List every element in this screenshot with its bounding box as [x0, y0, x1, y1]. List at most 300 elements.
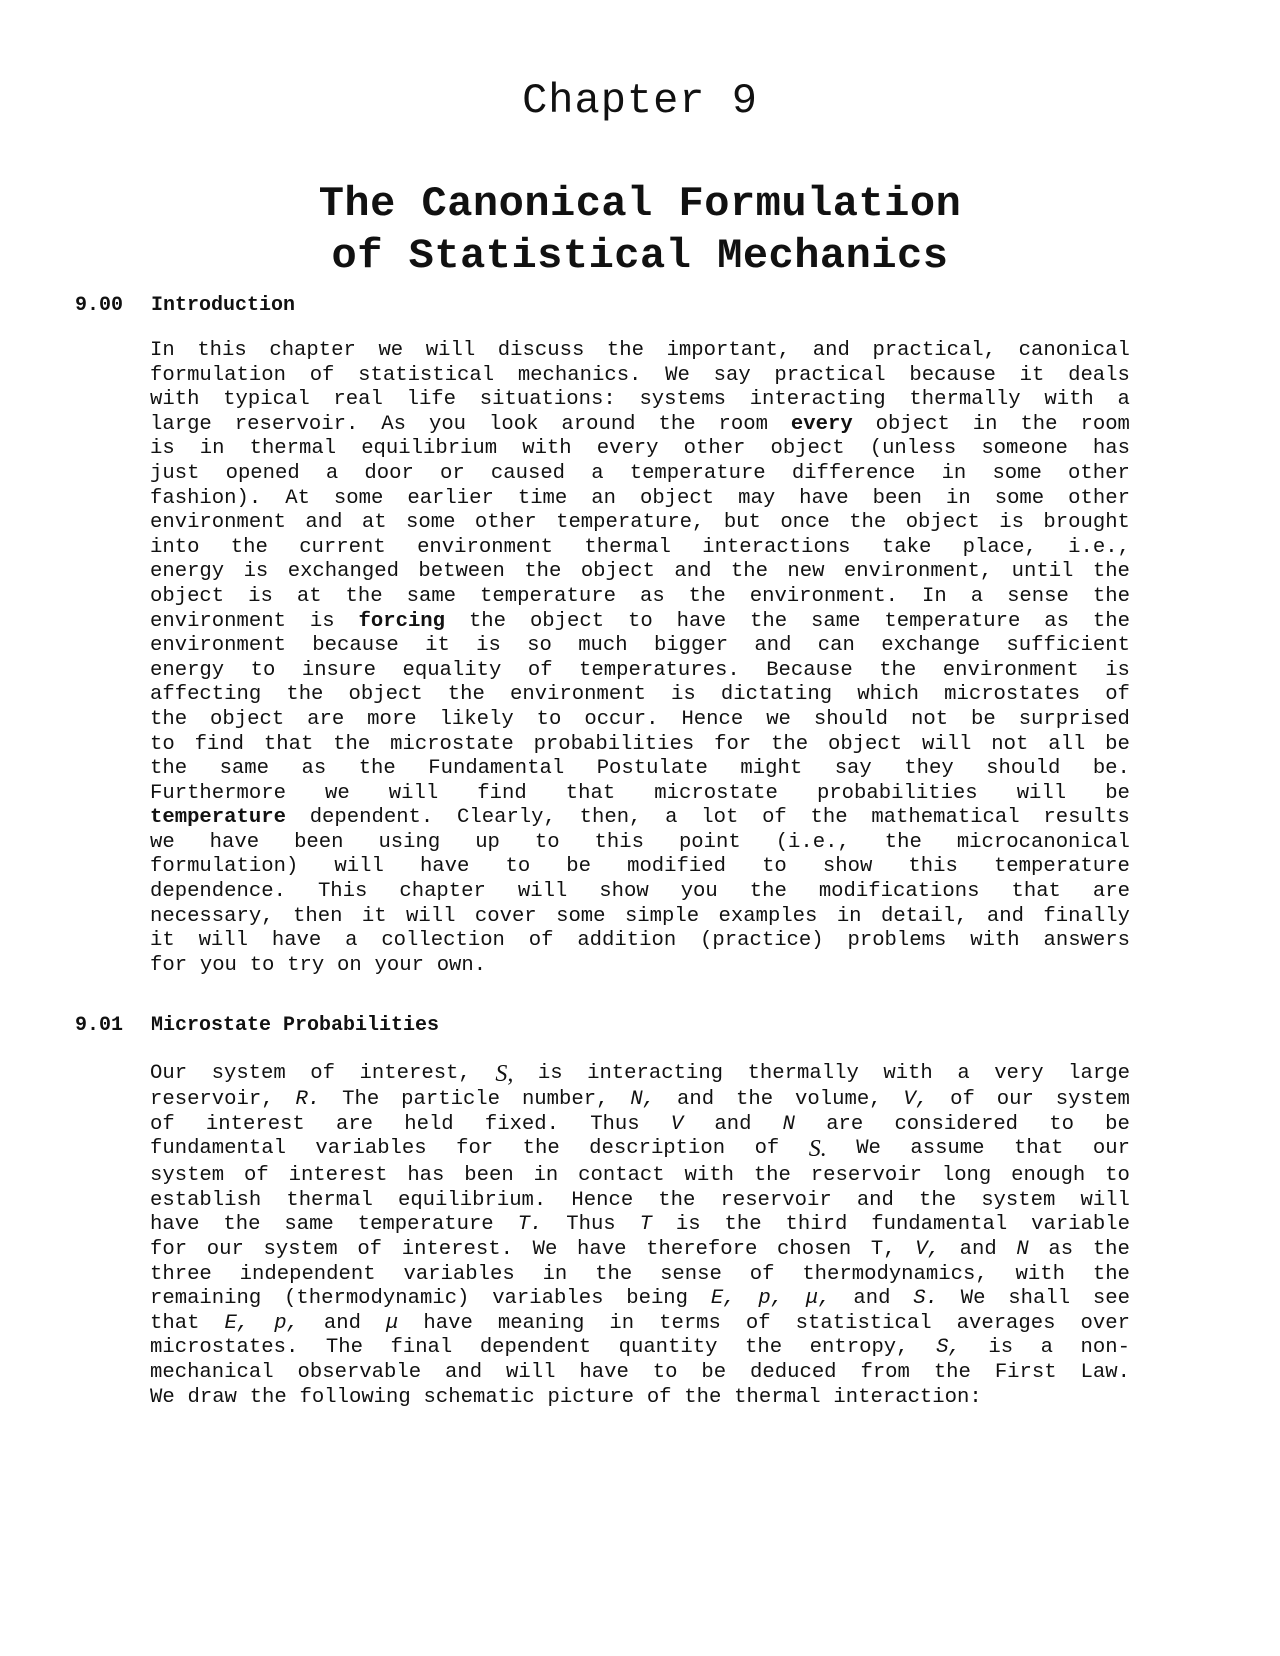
word: the: [884, 830, 922, 854]
word: object: [529, 609, 605, 633]
word: we: [150, 830, 175, 854]
word: show: [599, 880, 649, 904]
word: find: [194, 732, 245, 756]
word: for: [714, 732, 752, 756]
word: statistical: [358, 363, 495, 387]
word: of: [745, 1311, 771, 1335]
text-line: [150, 487, 1130, 512]
word: it: [1019, 363, 1045, 387]
word: so: [527, 634, 552, 658]
text-line: [150, 1113, 1130, 1138]
word: In: [922, 584, 947, 608]
word: reservoir.: [234, 412, 359, 436]
word: then,: [579, 806, 642, 830]
word: exchanged: [287, 560, 399, 584]
word: interest,: [359, 1062, 471, 1085]
word: be: [971, 707, 996, 731]
word: temperature: [884, 609, 1021, 633]
word: This: [317, 880, 368, 904]
word: of: [749, 1262, 775, 1286]
word: (unless: [869, 437, 957, 461]
word: the: [736, 1088, 774, 1111]
word: fixed.: [484, 1112, 560, 1136]
word: practical: [774, 363, 886, 387]
word: are: [335, 1112, 374, 1136]
word: should: [813, 707, 889, 731]
text-line: [150, 610, 1130, 635]
word: At: [285, 486, 310, 510]
word: not: [991, 732, 1029, 756]
word: is: [537, 1062, 563, 1085]
word: have: [577, 1237, 627, 1261]
word: μ: [386, 1311, 399, 1335]
word: object: [875, 412, 950, 436]
word: thermal: [584, 535, 671, 559]
section-number: 9.01: [75, 1014, 124, 1037]
word: will: [1016, 781, 1067, 805]
word: have: [423, 1311, 473, 1335]
word: energy: [150, 560, 225, 584]
word: we: [378, 339, 404, 362]
text-line: [150, 1238, 1130, 1263]
word: formulation: [150, 363, 286, 387]
word: affecting: [150, 683, 262, 707]
text-line: [150, 1088, 1130, 1113]
word: it: [361, 904, 387, 928]
word: considered: [894, 1112, 1019, 1136]
word: the: [286, 683, 324, 707]
word: interactions: [702, 535, 851, 559]
word: just: [150, 461, 200, 485]
word: modified: [627, 855, 726, 879]
word: in: [946, 486, 971, 510]
word: time: [517, 486, 568, 510]
word: S,: [495, 1061, 514, 1087]
word: We: [856, 1137, 881, 1161]
word: a: [591, 461, 604, 485]
word: same: [284, 1213, 334, 1237]
word: can: [817, 634, 855, 658]
word: schematic: [423, 1385, 535, 1409]
word: T: [639, 1213, 652, 1237]
word: in: [836, 904, 862, 928]
word: systems: [639, 388, 726, 412]
word: enough: [1011, 1164, 1086, 1188]
word: detail,: [880, 904, 968, 928]
word: say: [713, 363, 751, 387]
word: the: [771, 732, 809, 756]
word: and: [812, 339, 850, 362]
text-line: [150, 708, 1130, 733]
word: other: [1068, 486, 1130, 510]
word: N: [782, 1112, 795, 1136]
word: as: [301, 757, 327, 781]
word: the: [879, 658, 917, 682]
word: interacting: [587, 1062, 724, 1085]
word: is: [248, 584, 273, 608]
word: the: [1092, 584, 1130, 608]
word: and: [986, 904, 1024, 928]
word: being: [626, 1287, 689, 1311]
word: in: [542, 1262, 568, 1286]
word: environment: [942, 658, 1079, 682]
word: to: [1105, 1164, 1130, 1188]
word: variables: [403, 1262, 515, 1286]
word: for: [456, 1137, 494, 1161]
word: mathematical: [871, 806, 1020, 830]
word: are: [1092, 880, 1130, 904]
text-line: [150, 659, 1130, 684]
word: own.: [436, 953, 487, 977]
text-line: [150, 929, 1130, 954]
word: examples: [718, 904, 818, 928]
word: and: [714, 1112, 752, 1136]
text-line: [150, 1137, 1130, 1164]
word: variable: [1031, 1213, 1130, 1237]
word: same: [406, 584, 457, 608]
text-line: [150, 855, 1130, 880]
word: three: [150, 1262, 212, 1286]
word: bigger: [653, 634, 729, 658]
word: new: [787, 560, 825, 584]
word: probabilities: [533, 732, 695, 756]
word: all: [1048, 732, 1086, 756]
word: have: [799, 486, 849, 510]
word: canonical: [1018, 339, 1130, 362]
word: long: [941, 1164, 992, 1188]
word: exchange: [881, 634, 981, 658]
word: at: [296, 584, 322, 608]
word: the: [684, 1385, 722, 1409]
word: our: [206, 1237, 244, 1261]
word: object: [827, 732, 903, 756]
word: likely: [439, 707, 514, 731]
word: In: [150, 339, 175, 362]
word: mechanics.: [517, 363, 642, 387]
word: someone: [981, 437, 1068, 461]
word: that: [263, 732, 314, 756]
word: dictating: [720, 683, 833, 707]
word: the: [730, 560, 768, 584]
word: system: [211, 1062, 286, 1085]
word: door: [364, 461, 414, 485]
word: the: [345, 584, 383, 608]
word: to: [150, 732, 175, 756]
chapter-title: [0, 178, 1280, 282]
word: particle: [401, 1088, 501, 1111]
word: from: [860, 1360, 910, 1384]
word: every: [790, 412, 853, 436]
word: Hence: [571, 1188, 634, 1212]
word: volume,: [795, 1088, 882, 1111]
word: other: [474, 511, 537, 535]
word: temperature: [357, 1213, 494, 1237]
word: modifications: [818, 880, 980, 904]
text-line: [150, 1336, 1130, 1361]
word: finally: [1043, 904, 1130, 928]
word: room: [1080, 412, 1130, 436]
word: because: [312, 634, 399, 658]
word: the: [1092, 1262, 1130, 1286]
word: a: [1040, 1336, 1053, 1360]
word: current: [299, 535, 386, 559]
word: an: [591, 486, 616, 510]
word: it: [425, 634, 450, 658]
word: of: [527, 658, 553, 682]
word: in: [533, 1164, 559, 1188]
microstate-probabilities-paragraph: [150, 1062, 1130, 1410]
chapter-label: Chapter 9: [522, 77, 758, 125]
word: the: [606, 339, 644, 362]
word: Postulate: [596, 757, 708, 781]
word: dependent: [479, 1336, 592, 1360]
word: will: [506, 1360, 556, 1384]
word: temperature: [150, 806, 286, 830]
word: life: [406, 388, 457, 412]
word: Hence: [681, 707, 744, 731]
text-line: [150, 757, 1130, 782]
word: the: [223, 1213, 261, 1237]
text-line: [150, 733, 1130, 758]
word: object: [905, 511, 980, 535]
word: much: [578, 634, 628, 658]
text-line: [150, 560, 1130, 585]
word: with: [1015, 1262, 1065, 1286]
text-line: [150, 585, 1130, 610]
word: see: [1092, 1287, 1130, 1311]
text-line: [150, 364, 1130, 389]
word: is: [476, 634, 501, 658]
text-line: [150, 634, 1130, 659]
word: for: [150, 1237, 188, 1261]
word: using: [378, 830, 441, 854]
word: collection: [381, 929, 505, 953]
word: fundamental: [871, 1213, 1008, 1237]
word: the: [933, 1360, 971, 1384]
word: place,: [962, 535, 1037, 559]
word: sufficient: [1006, 634, 1130, 658]
word: held: [404, 1112, 454, 1136]
word: system: [981, 1188, 1056, 1212]
word: the: [468, 609, 507, 633]
word: and: [856, 1188, 894, 1212]
word: as: [1044, 609, 1069, 633]
word: will: [921, 732, 972, 756]
word: or: [440, 461, 465, 485]
word: fashion).: [150, 486, 262, 510]
word: microstates: [944, 683, 1081, 707]
word: As: [381, 412, 407, 436]
word: as: [1048, 1237, 1074, 1261]
word: and: [323, 1311, 361, 1335]
word: the: [1092, 609, 1130, 633]
word: opened: [225, 461, 300, 485]
section-title: Introduction: [151, 294, 296, 317]
word: necessary,: [150, 904, 274, 928]
word: T,: [870, 1237, 896, 1261]
word: thermal: [249, 437, 337, 461]
word: environment: [150, 609, 286, 633]
word: environment: [417, 535, 554, 559]
text-line: [150, 1287, 1130, 1312]
word: has: [407, 1164, 445, 1188]
word: thermodynamics,: [802, 1262, 988, 1286]
word: environment.: [749, 584, 899, 608]
word: Our: [150, 1062, 188, 1085]
word: practical,: [872, 339, 997, 362]
word: Thus: [566, 1213, 616, 1237]
word: until: [1011, 560, 1074, 584]
word: the: [724, 1213, 762, 1237]
word: p,: [274, 1311, 299, 1335]
word: the: [750, 609, 788, 633]
word: therefore: [646, 1237, 758, 1261]
introduction-paragraph: [150, 339, 1130, 978]
word: V: [670, 1112, 684, 1136]
word: will: [198, 929, 248, 953]
word: thermally: [747, 1062, 859, 1085]
word: microstate: [654, 781, 778, 805]
word: terms: [659, 1311, 721, 1335]
section-heading-microstate-probabilities: [75, 1014, 439, 1038]
word: some: [333, 486, 384, 510]
word: to: [536, 707, 562, 731]
word: independent: [239, 1262, 376, 1286]
word: statistical: [795, 1311, 932, 1335]
word: environment,: [843, 560, 993, 584]
word: that: [1013, 1137, 1064, 1161]
word: be: [1105, 732, 1130, 756]
word: reservoir: [810, 1164, 922, 1188]
word: of: [646, 1385, 672, 1409]
word: be: [566, 855, 591, 879]
word: non-: [1080, 1336, 1130, 1360]
word: observable: [297, 1360, 422, 1384]
text-line: [150, 388, 1130, 413]
word: answers: [1043, 929, 1130, 953]
word: may: [738, 486, 776, 510]
word: this: [197, 339, 247, 362]
word: interaction:: [833, 1385, 982, 1409]
word: dependence.: [150, 880, 286, 904]
word: will: [425, 339, 476, 362]
word: your: [374, 953, 424, 977]
word: (practice): [700, 929, 824, 953]
word: of: [309, 363, 335, 387]
word: large: [150, 412, 212, 436]
word: Fundamental: [428, 757, 565, 781]
word: into: [150, 535, 200, 559]
chapter-title-line-2: of Statistical Mechanics: [331, 232, 949, 280]
word: sense: [660, 1262, 722, 1286]
word: V,: [915, 1237, 940, 1261]
word: have: [676, 609, 727, 633]
word: on: [337, 953, 362, 977]
word: been: [464, 1164, 514, 1188]
word: to: [534, 830, 560, 854]
word: following: [299, 1385, 411, 1409]
word: simple: [624, 904, 700, 928]
word: (thermodynamic): [284, 1287, 470, 1311]
word: temperature: [993, 855, 1130, 879]
word: be: [1105, 1112, 1130, 1136]
word: occur.: [584, 707, 659, 731]
word: look: [489, 412, 539, 436]
word: of: [357, 1237, 383, 1261]
word: reservoir,: [150, 1088, 274, 1111]
word: other: [1068, 461, 1130, 485]
word: environment: [150, 511, 286, 535]
word: averages: [956, 1311, 1056, 1335]
word: the: [524, 560, 562, 584]
word: to: [762, 855, 787, 879]
word: brought: [1043, 511, 1130, 535]
word: and: [853, 1287, 891, 1311]
word: fundamental: [150, 1137, 286, 1161]
word: equality: [402, 658, 502, 682]
word: equilibrium: [361, 437, 498, 461]
word: be: [701, 1360, 727, 1384]
word: lot: [701, 806, 739, 830]
word: might: [740, 757, 803, 781]
text-line: [150, 1164, 1130, 1189]
word: results: [1043, 806, 1130, 830]
word: is: [988, 1336, 1014, 1360]
word: the: [1092, 560, 1130, 584]
word: Law.: [1080, 1360, 1130, 1384]
word: has: [1092, 437, 1130, 461]
word: Furthermore: [150, 781, 286, 805]
word: will: [406, 904, 456, 928]
text-line: [150, 437, 1130, 462]
word: been: [294, 830, 344, 854]
word: We: [960, 1287, 986, 1311]
word: to: [1049, 1112, 1074, 1136]
word: shall: [1008, 1287, 1071, 1311]
word: to: [250, 658, 276, 682]
word: with: [150, 388, 200, 412]
word: S,: [936, 1336, 961, 1360]
word: quantity: [618, 1336, 718, 1360]
text-line: [150, 905, 1130, 930]
word: variables: [492, 1287, 604, 1311]
word: establish: [150, 1188, 262, 1212]
word: S.: [808, 1136, 827, 1163]
word: our: [996, 1088, 1034, 1111]
word: First: [994, 1360, 1057, 1384]
word: as: [639, 584, 665, 608]
word: system: [150, 1164, 225, 1188]
word: once: [780, 511, 830, 535]
word: We: [150, 1385, 175, 1409]
section-heading-introduction: [75, 294, 295, 318]
word: E,: [224, 1311, 250, 1335]
word: discuss: [497, 339, 585, 362]
word: the: [753, 1164, 791, 1188]
word: have: [271, 929, 322, 953]
word: E,: [710, 1287, 736, 1311]
word: p,: [758, 1287, 784, 1311]
word: they: [904, 757, 954, 781]
word: to: [652, 1360, 678, 1384]
text-line: [150, 536, 1130, 561]
word: and: [305, 511, 343, 535]
word: deals: [1068, 363, 1130, 387]
word: environment: [509, 683, 646, 707]
word: is: [243, 560, 269, 584]
word: earlier: [407, 486, 494, 510]
text-line: [150, 1312, 1130, 1337]
